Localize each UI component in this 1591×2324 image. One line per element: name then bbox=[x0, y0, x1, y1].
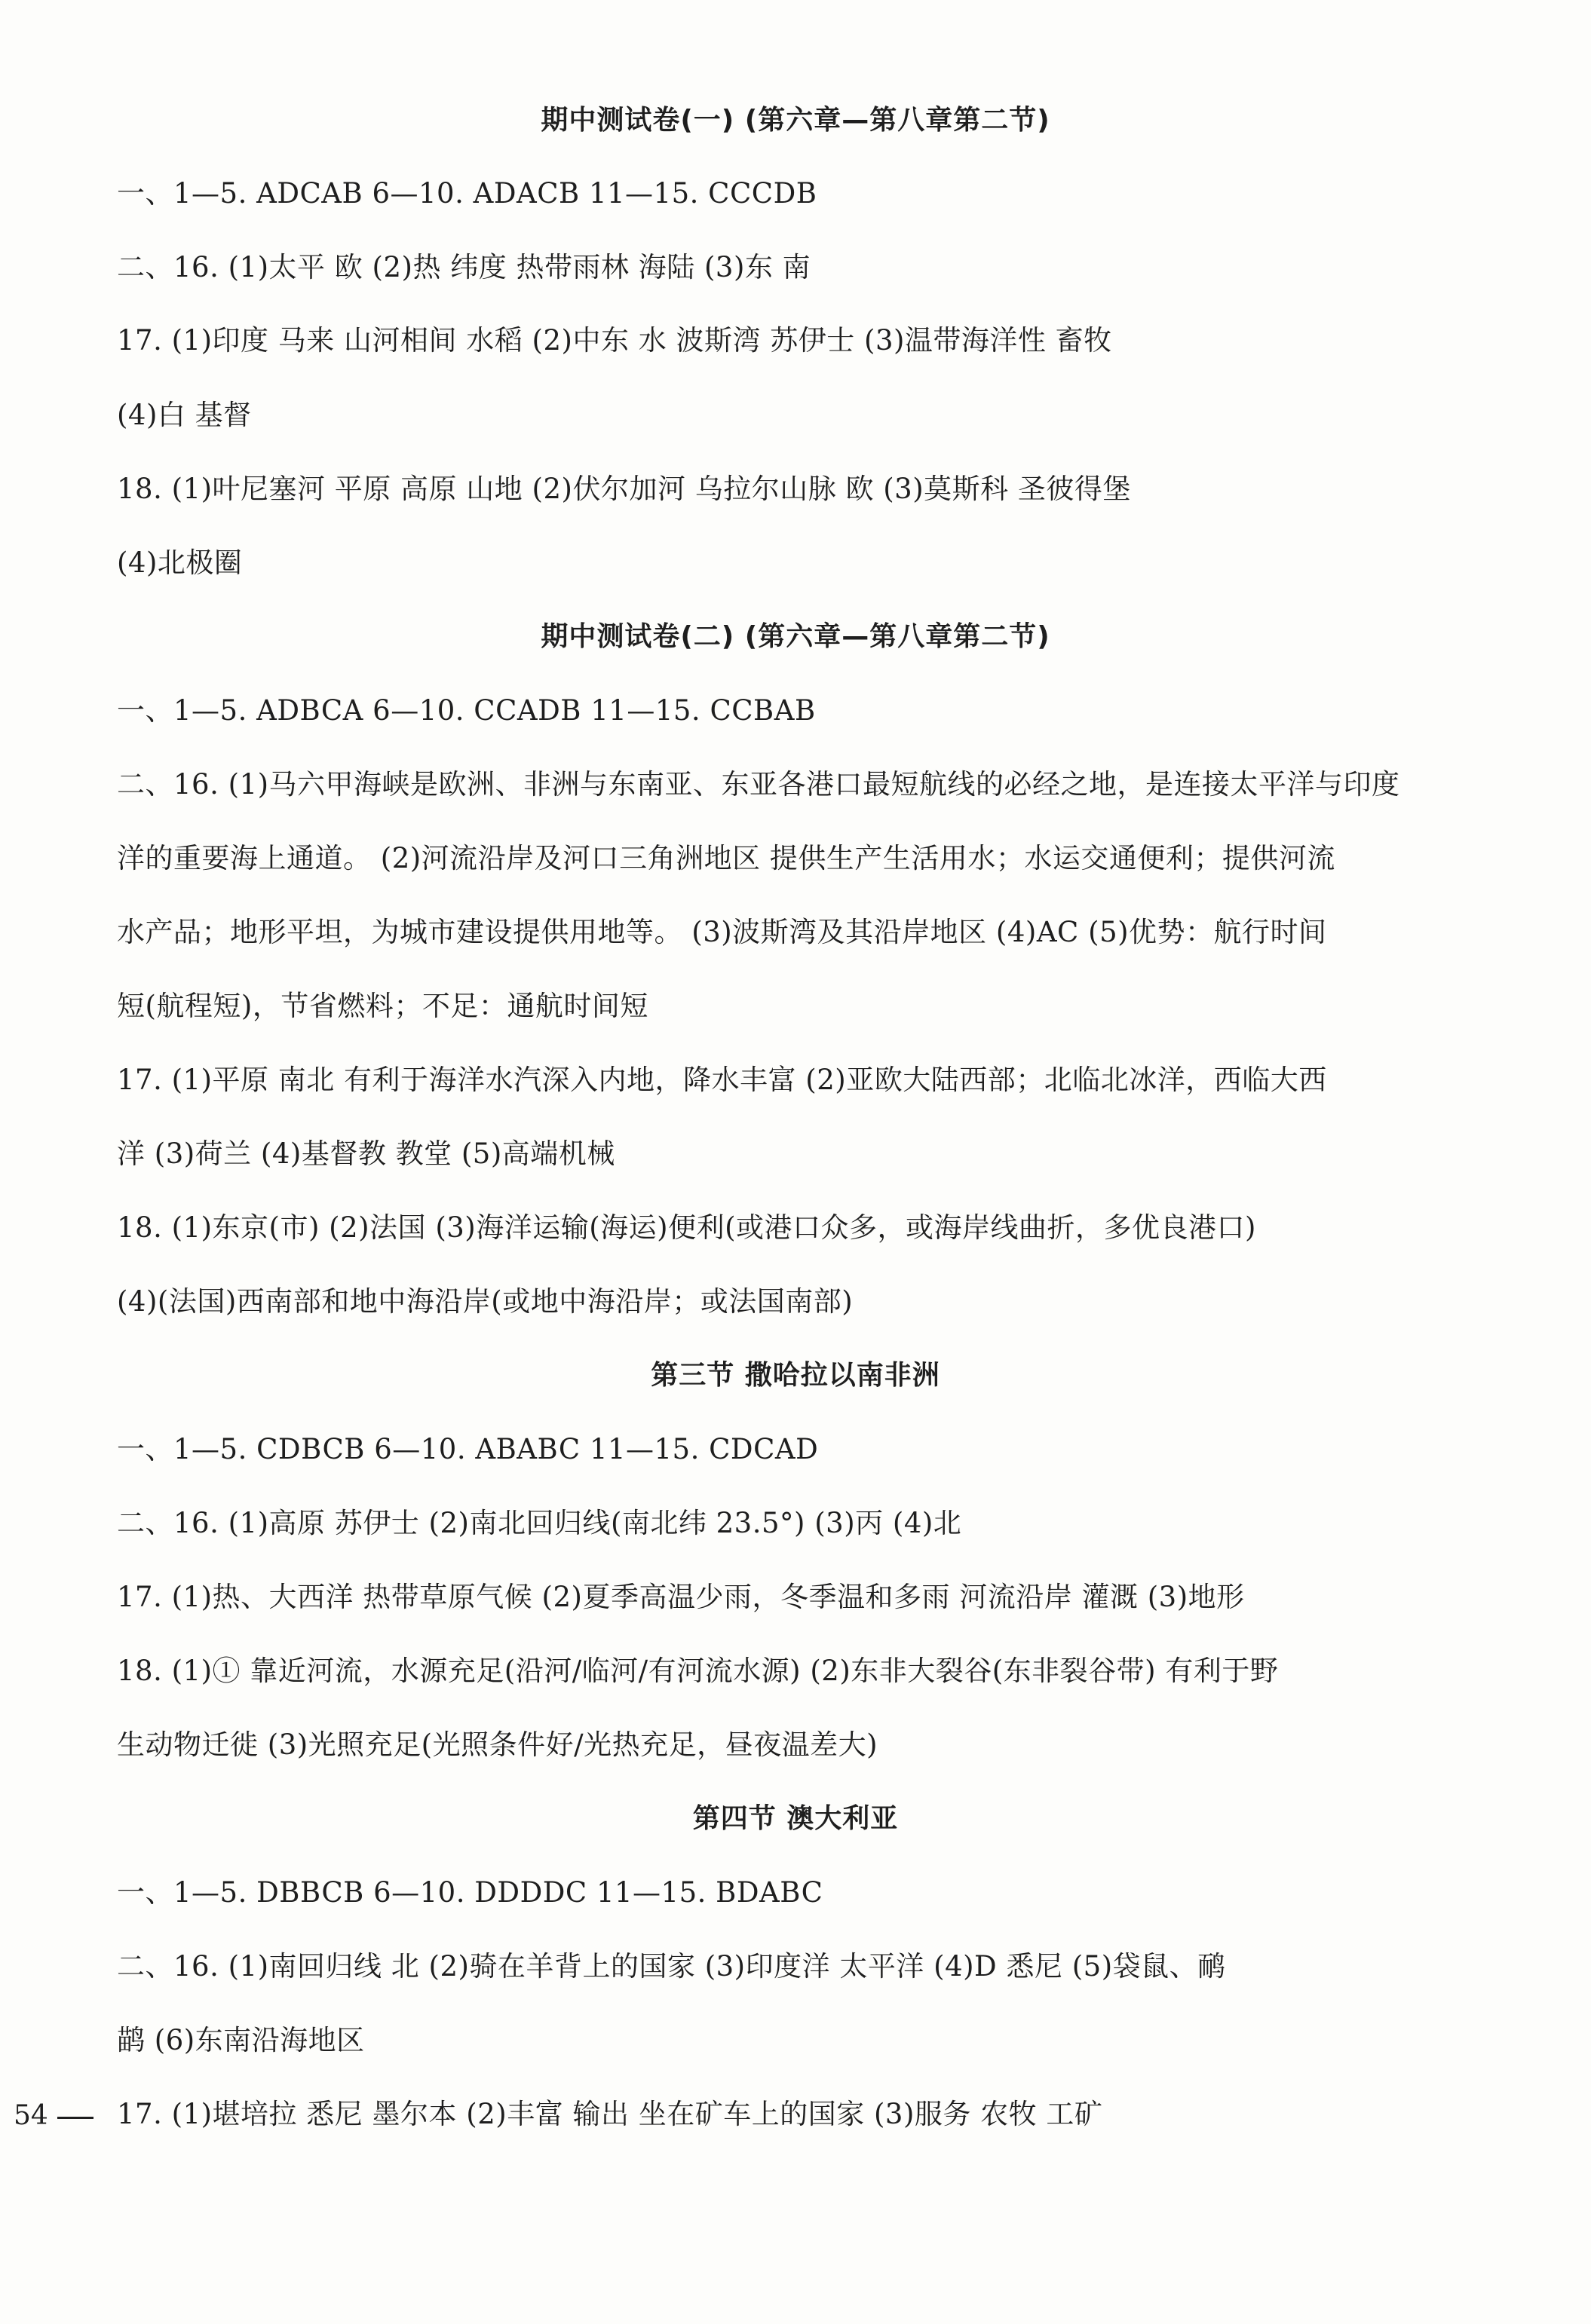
section-title: 期中测试卷(一) (第六章—第八章第二节) bbox=[541, 105, 1050, 136]
answer-line: 一、1—5. ADBCA 6—10. CCADB 11—15. CCBAB bbox=[117, 694, 816, 727]
page-number bbox=[14, 2097, 93, 2135]
answer-line: (4)北极圈 bbox=[117, 547, 243, 579]
answer-line: 鹋 (6)东南沿海地区 bbox=[117, 2024, 365, 2056]
answer-line: 一、1—5. DBBCB 6—10. DDDDC 11—15. BDABC bbox=[117, 1876, 823, 1909]
answer-line: 18. (1)东京(市) (2)法国 (3)海洋运输(海运)便利(或港口众多，或海岸线曲折，多优良港口) bbox=[117, 1211, 1256, 1244]
page-number-dash bbox=[57, 2117, 93, 2119]
answer-line: 洋的重要海上通道。 (2)河流沿岸及河口三角洲地区 提供生产生活用水；水运交通便利；提供河流 bbox=[117, 842, 1335, 874]
answer-line: 二、16. (1)太平 欧 (2)热 纬度 热带雨林 海陆 (3)东 南 bbox=[117, 251, 811, 283]
answer-line: 18. (1)① 靠近河流，水源充足(沿河/临河/有河流水源) (2)东非大裂谷(东非裂谷带) 有利于野 bbox=[117, 1655, 1279, 1687]
answer-line: 洋 (3)荷兰 (4)基督教 教堂 (5)高端机械 bbox=[117, 1138, 615, 1170]
answer-line: (4)(法国)西南部和地中海沿岸(或地中海沿岸；或法国南部) bbox=[117, 1285, 854, 1318]
answer-line: 短(航程短)，节省燃料；不足：通航时间短 bbox=[117, 990, 648, 1022]
answer-line: 17. (1)堪培拉 悉尼 墨尔本 (2)丰富 输出 坐在矿车上的国家 (3)服务 农牧 工矿 bbox=[117, 2098, 1103, 2130]
answer-line: 17. (1)印度 马来 山河相间 水稻 (2)中东 水 波斯湾 苏伊士 (3)温带海洋性 畜牧 bbox=[117, 324, 1112, 357]
answer-line: 18. (1)叶尼塞河 平原 高原 山地 (2)伏尔加河 乌拉尔山脉 欧 (3)莫斯科 圣彼得堡 bbox=[117, 473, 1131, 505]
answer-line: 一、1—5. CDBCB 6—10. ABABC 11—15. CDCAD bbox=[117, 1433, 819, 1465]
section-title: 期中测试卷(二) (第六章—第八章第二节) bbox=[541, 621, 1050, 652]
answer-line: 二、16. (1)马六甲海峡是欧洲、非洲与东南亚、东亚各港口最短航线的必经之地，是连接太平洋与印度 bbox=[117, 768, 1400, 801]
answer-line: 17. (1)平原 南北 有利于海洋水汽深入内地，降水丰富 (2)亚欧大陆西部；北临北冰洋，西临大西 bbox=[117, 1064, 1327, 1096]
section-title: 第四节 澳大利亚 bbox=[692, 1803, 899, 1834]
page-number-value: 54 bbox=[14, 2100, 48, 2131]
answer-line: 二、16. (1)高原 苏伊士 (2)南北回归线(南北纬 23.5°) (3)丙 (4)北 bbox=[117, 1507, 962, 1539]
answer-line: 17. (1)热、大西洋 热带草原气候 (2)夏季高温少雨，冬季温和多雨 河流沿岸 灌溉 (3)地形 bbox=[117, 1581, 1245, 1613]
answer-line: 生动物迁徙 (3)光照充足(光照条件好/光热充足，昼夜温差大) bbox=[117, 1728, 878, 1761]
section-title: 第三节 撒哈拉以南非洲 bbox=[651, 1360, 940, 1391]
answer-line: 水产品；地形平坦，为城市建设提供用地等。 (3)波斯湾及其沿岸地区 (4)AC (5)优势：航行时间 bbox=[117, 916, 1327, 948]
answer-line: 一、1—5. ADCAB 6—10. ADACB 11—15. CCCDB bbox=[117, 177, 817, 210]
answer-line: 二、16. (1)南回归线 北 (2)骑在羊背上的国家 (3)印度洋 太平洋 (4)D 悉尼 (5)袋鼠、鸸 bbox=[117, 1950, 1226, 1983]
answer-line: (4)白 基督 bbox=[117, 399, 252, 431]
